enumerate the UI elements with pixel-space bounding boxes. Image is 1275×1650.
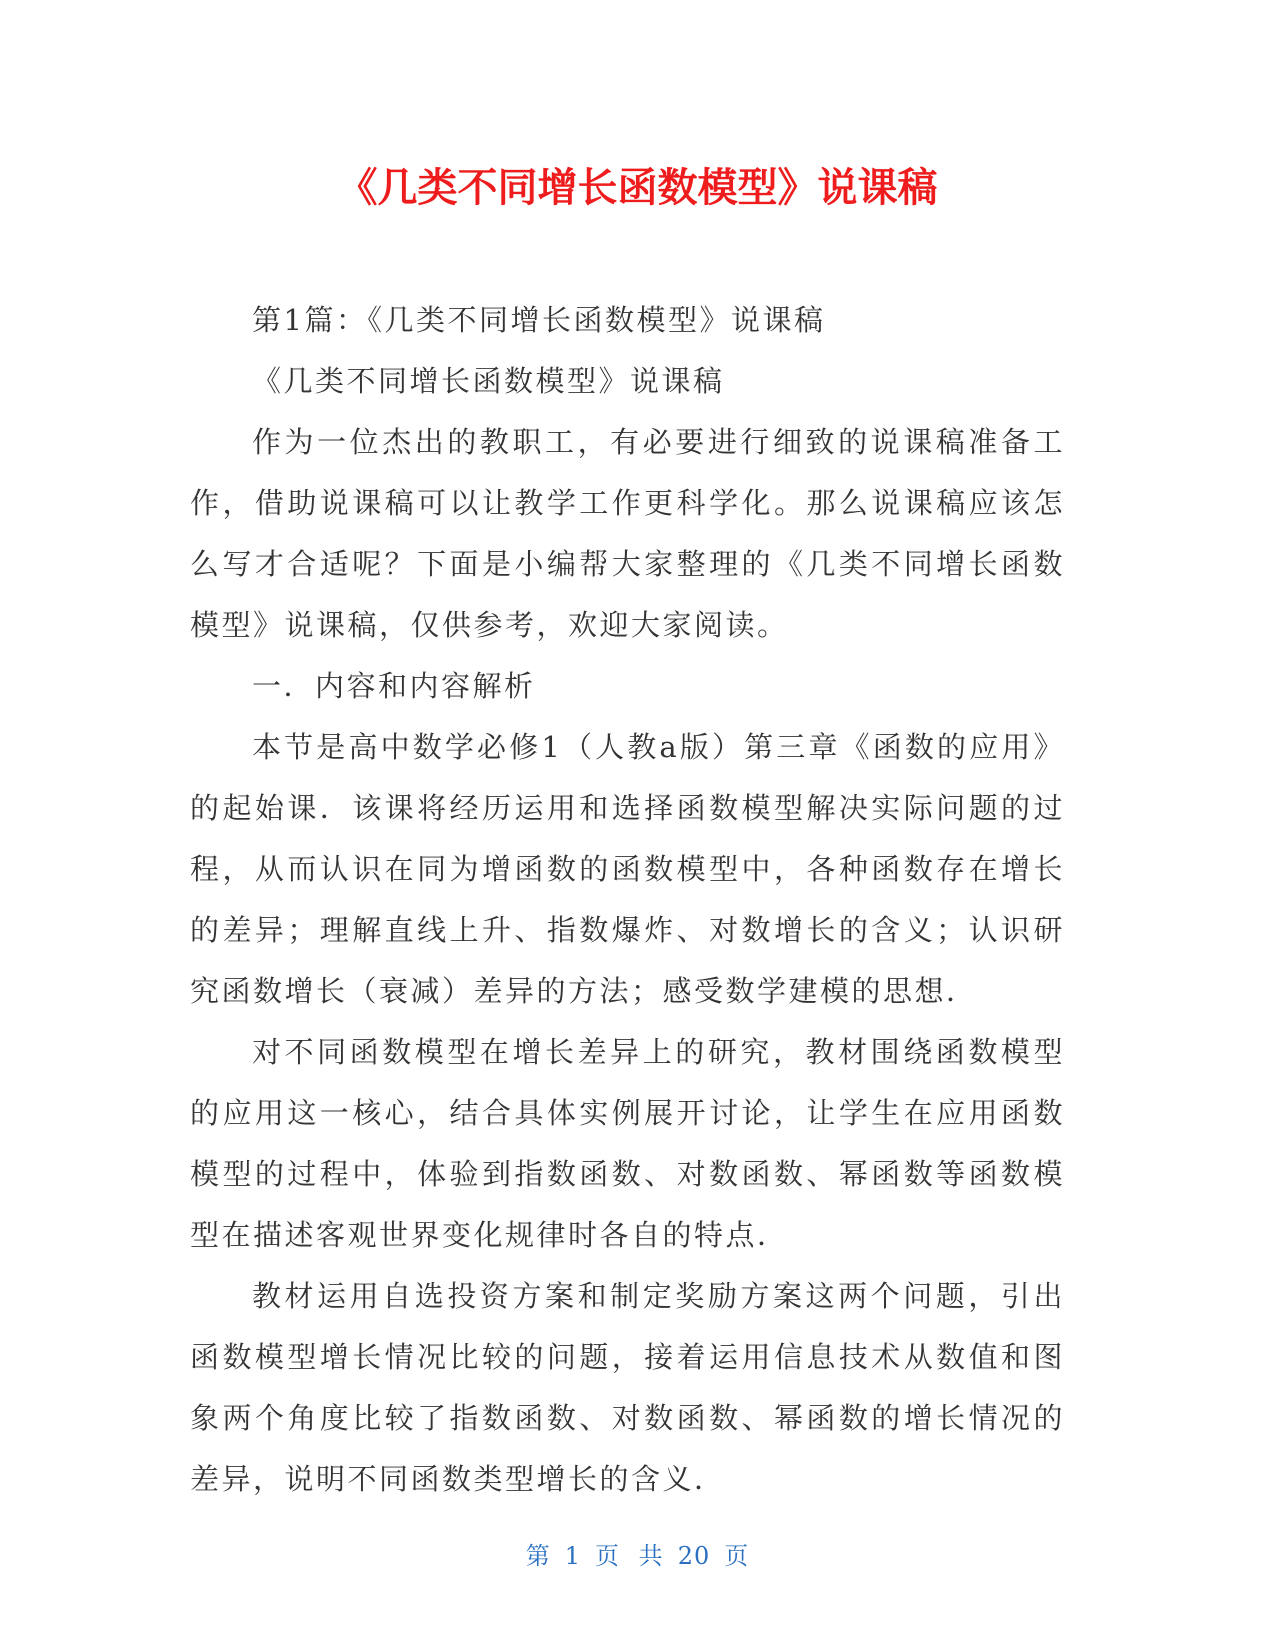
footer-current-page: 1 [564, 1542, 582, 1570]
page-title: 《几类不同增长函数模型》说课稿 [337, 165, 938, 211]
paragraph-content-analysis: 本节是高中数学必修1（人教a版）第三章《函数的应用》的起始课．该课将经历运用和选择函数模型解决实际问题的过程，从而认识在同为增函数的函数模型中，各种函数存在增长的差异；理解直线上升、指数爆炸、对数增长的含义；认识研究函数增长（衰减）差异的方法；感受数学建模的思想． [190, 730, 1065, 1008]
footer-middle: 页 共 [595, 1542, 664, 1570]
paragraph-section-heading: 一．内容和内容解析 [252, 669, 536, 703]
footer-suffix: 页 [724, 1542, 750, 1570]
document-body [190, 290, 1065, 1510]
paragraph-intro: 作为一位杰出的教职工，有必要进行细致的说课稿准备工作，借助说课稿可以让教学工作更科学化。那么说课稿应该怎么写才合适呢？下面是小编帮大家整理的《几类不同增长函数模型》说课稿，仅供参考，欢迎大家阅读。 [190, 425, 1065, 642]
paragraph-model-research: 对不同函数模型在增长差异上的研究，教材围绕函数模型的应用这一核心，结合具体实例展开讨论，让学生在应用函数模型的过程中，体验到指数函数、对数函数、幂函数等函数模型在描述客观世界变化规律时各自的特点． [190, 1035, 1065, 1252]
footer-prefix: 第 [525, 1542, 551, 1570]
paragraph-heading-article: 第1篇：《几类不同增长函数模型》说课稿 [252, 303, 826, 337]
page-number-footer [0, 1540, 1275, 1572]
footer-total-pages: 20 [677, 1542, 711, 1570]
paragraph-textbook-approach: 教材运用自选投资方案和制定奖励方案这两个问题，引出函数模型增长情况比较的问题，接着运用信息技术从数值和图象两个角度比较了指数函数、对数函数、幂函数的增长情况的差异，说明不同函数类型增长的含义． [190, 1279, 1065, 1496]
paragraph-subtitle: 《几类不同增长函数模型》说课稿 [252, 364, 725, 398]
